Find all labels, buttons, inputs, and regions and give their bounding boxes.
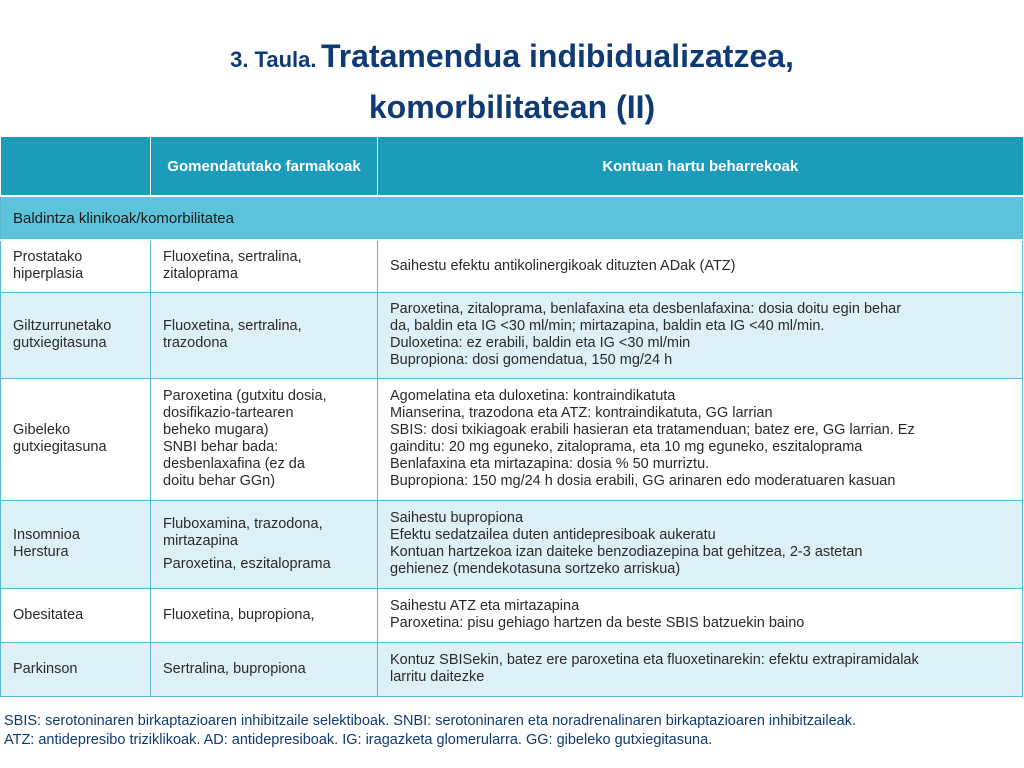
table-header-row xyxy=(1,137,1023,196)
table-row xyxy=(1,292,1023,378)
row-notes: Paroxetina, zitaloprama, benlafaxina eta desbenlafaxina: dosia doitu egin behar da, baldin eta IG <30 ml/min; mirtazapina, baldin eta IG <40 ml/min. Duloxetina: ez erabili, baldin eta IG <30 ml/min Bupropiona: dosi gomendatua, 150 mg/24 h xyxy=(378,292,1023,378)
row-drugs: Fluoxetina, bupropiona, xyxy=(151,588,378,642)
table-row xyxy=(1,500,1023,588)
header-recommended-drugs: Gomendatutako farmakoak xyxy=(151,137,378,196)
header-condition xyxy=(1,137,151,196)
row-drugs: Fluoxetina, sertralina, zitaloprama xyxy=(151,240,378,292)
row-condition: Parkinson xyxy=(1,642,151,696)
row-notes: Saihestu bupropiona Efektu sedatzailea duten antidepresiboak aukeratu Kontuan hartzekoa izan daiteke benzodiazepina bat gehitzea, 2-3 astetan gehienez (mendekotasuna sortzeko arriskua) xyxy=(378,500,1023,588)
header-considerations: Kontuan hartu beharrekoak xyxy=(378,137,1023,196)
treatment-table xyxy=(0,137,1023,697)
table-row xyxy=(1,642,1023,696)
section-label: Baldintza klinikoak/komorbilitatea xyxy=(1,196,1023,240)
footnote-line2: ATZ: antidepresibo triziklikoak. AD: antidepresiboak. IG: iragazketa glomerularra. GG: gibeleko gutxiegitasuna. xyxy=(4,732,713,748)
title-main-line2: komorbilitatean (II) xyxy=(368,89,656,125)
footnote-line1: SBIS: serotoninaren birkaptazioaren inhibitzaile selektiboak. SNBI: serotoninaren eta noradrenalinaren birkaptazioaren inhibitzaileak. xyxy=(4,713,856,729)
table-row xyxy=(1,588,1023,642)
row-notes: Kontuz SBISekin, batez ere paroxetina eta fluoxetinarekin: efektu extrapiramidalak larritu daitezke xyxy=(378,642,1023,696)
row-drugs: Fluoxetina, sertralina, trazodona xyxy=(151,292,378,378)
table-section-row xyxy=(1,196,1023,240)
table-footnote xyxy=(4,712,1022,750)
row-condition: Obesitatea xyxy=(1,588,151,642)
row-condition: Prostatako hiperplasia xyxy=(1,240,151,292)
slide-title xyxy=(0,34,1024,130)
row-condition: Giltzurrunetako gutxiegitasuna xyxy=(1,292,151,378)
row-notes: Agomelatina eta duloxetina: kontraindikatuta Mianserina, trazodona eta ATZ: kontraindikatuta, GG larrian SBIS: dosi txikiagoak erabili hasieran eta tratamenduan; batez ere, GG larrian. Ez gainditu: 20 mg eguneko, zitaloprama, eta 10 mg eguneko, eszitaloprama Benlafaxina eta mirtazapina: dosia % 50 murriztu. Bupropiona: 150 mg/24 h dosia erabili, GG arinaren edo moderatuaren kasuan xyxy=(378,378,1023,500)
row-notes: Saihestu ATZ eta mirtazapina Paroxetina: pisu gehiago hartzen da beste SBIS batzuekin baino xyxy=(378,588,1023,642)
table-row xyxy=(1,240,1023,292)
row-drugs: Paroxetina (gutxitu dosia, dosifikazio-tartearen beheko mugara) SNBI behar bada: desbenlaxafina (ez da doitu behar GGn) xyxy=(151,378,378,500)
row-condition: Insomnioa Herstura xyxy=(1,500,151,588)
title-main-line1: Tratamendua indibidualizatzea, xyxy=(320,38,794,74)
row-drugs: Sertralina, bupropiona xyxy=(151,642,378,696)
row-drugs: Fluboxamina, trazodona, mirtazapina Paroxetina, eszitaloprama xyxy=(151,500,378,588)
row-condition: Gibeleko gutxiegitasuna xyxy=(1,378,151,500)
row-drugs-extra: Paroxetina, eszitaloprama xyxy=(163,555,331,572)
row-notes: Saihestu efektu antikolinergikoak dituzten ADak (ATZ) xyxy=(378,240,1023,292)
table-row xyxy=(1,378,1023,500)
title-lead: 3. Taula. xyxy=(230,47,317,72)
